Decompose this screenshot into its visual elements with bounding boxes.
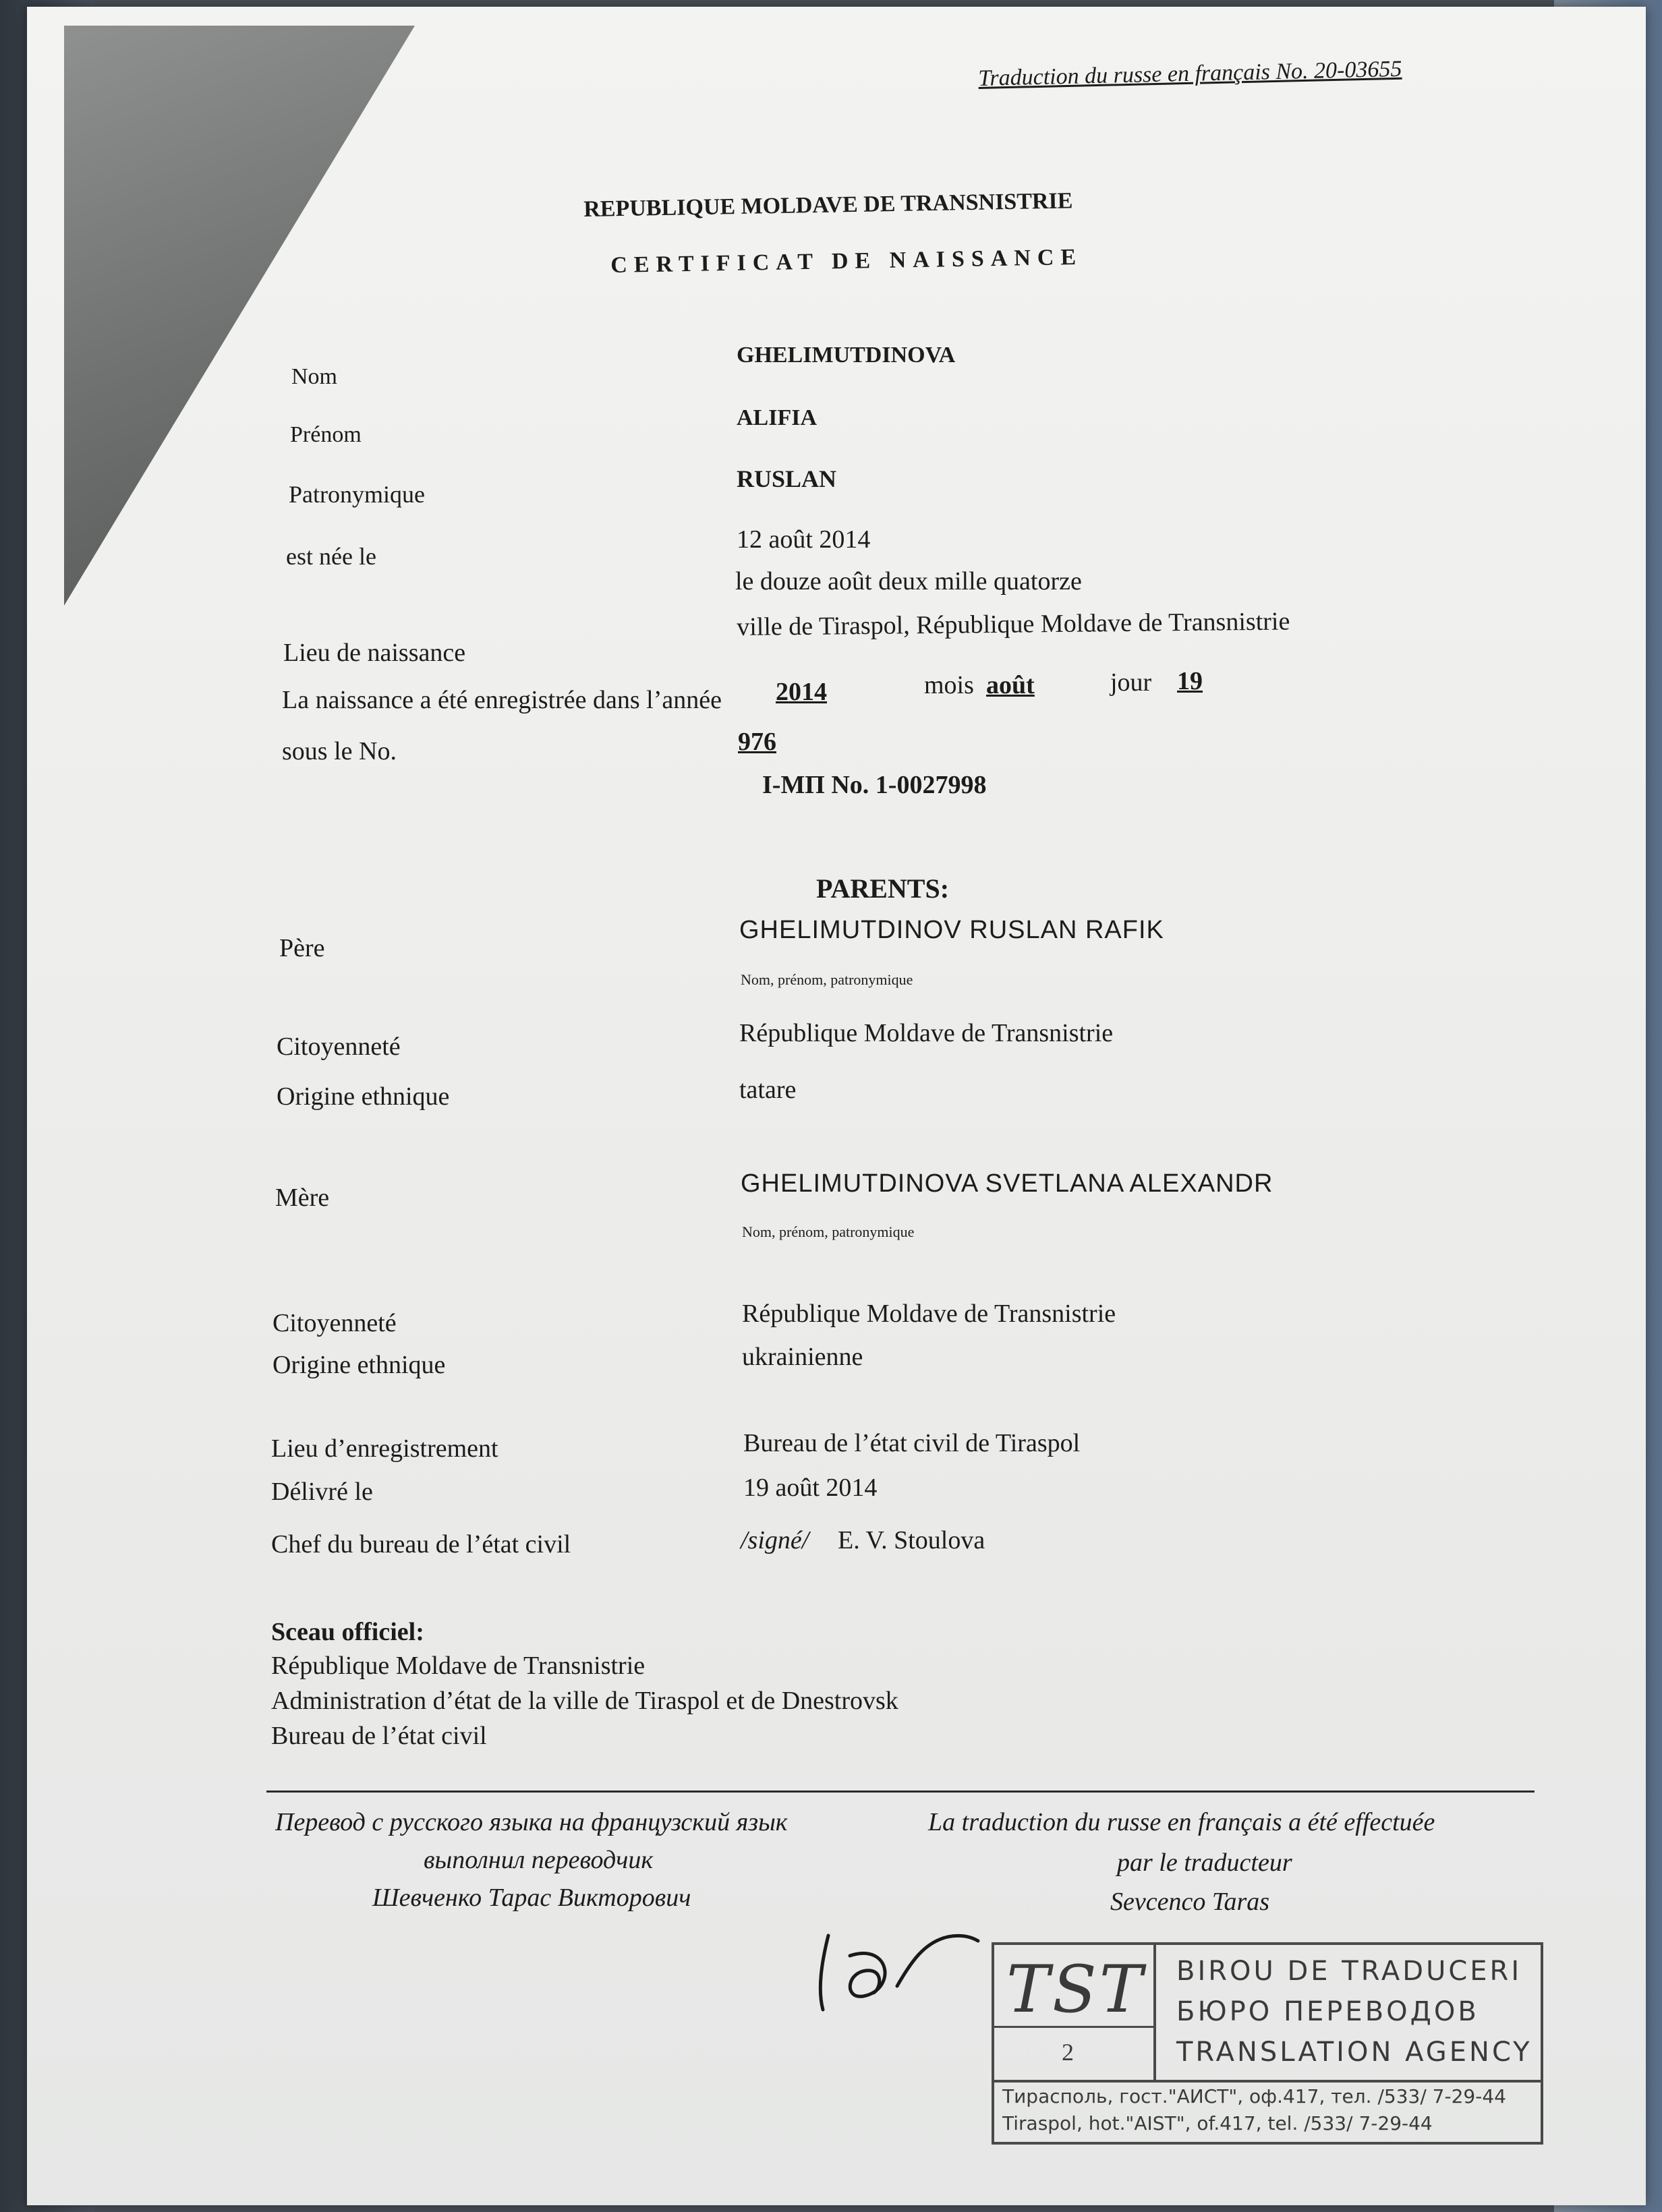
translator-fr-line-2: par le traducteur [1117, 1849, 1292, 1877]
patronymique-label: Patronymique [289, 481, 425, 508]
nom-label: Nom [291, 364, 337, 389]
stamp-address-ru: Тирасполь, гост."АИСТ", оф.417, тел. /533/ 7-29-44 [1002, 2085, 1506, 2107]
parents-heading: PARENTS: [816, 873, 950, 904]
birth-label: est née le [286, 543, 376, 570]
translation-agency-stamp [992, 1942, 1543, 2145]
certificate-series: I-МП No. 1-0027998 [762, 771, 987, 799]
translator-ru-line-1: Перевод с русского языка на французский язык [275, 1808, 788, 1836]
mother-ethnicity: ukrainienne [742, 1343, 863, 1371]
translator-signature [809, 1915, 998, 2023]
registration-day: 19 [1177, 667, 1203, 695]
seal-line-3: Bureau de l’état civil [271, 1722, 487, 1750]
father-name: GHELIMUTDINOV RUSLAN RAFIK [739, 916, 1164, 944]
patronymique-value: RUSLAN [737, 465, 837, 492]
registration-day-label: jour [1110, 668, 1152, 697]
birth-date-words: le douze août deux mille quatorze [735, 567, 1082, 595]
registration-month-label: mois [924, 671, 974, 699]
place-value: ville de Tiraspol, République Moldave de Transnistrie [737, 607, 1290, 641]
republic-heading: REPUBLIQUE MOLDAVE DE TRANSNISTRIE [583, 188, 1073, 222]
issued-label: Délivré le [271, 1478, 373, 1506]
seal-line-2: Administration d’état de la ville de Tiraspol et de Dnestrovsk [271, 1687, 898, 1715]
prenom-label: Prénom [290, 422, 362, 447]
registration-place: Bureau de l’état civil de Tiraspol [743, 1429, 1081, 1457]
registration-year-label: La naissance a été enregistrée dans l’année [282, 686, 722, 714]
stamp-number: 2 [1062, 2039, 1074, 2066]
mother-citizenship-label: Citoyenneté [273, 1309, 397, 1337]
translation-reference: Traduction du russe en français No. 20-03655 [978, 56, 1402, 91]
translator-fr-line-1: La traduction du russe en français a été effectuée [928, 1808, 1435, 1836]
mother-ethnicity-label: Origine ethnique [273, 1351, 446, 1379]
nom-value: GHELIMUTDINOVA [737, 343, 956, 368]
prenom-value: ALIFIA [737, 405, 818, 430]
seal-line-1: République Moldave de Transnistrie [271, 1652, 646, 1680]
registration-number-label: sous le No. [282, 737, 397, 765]
mother-name: GHELIMUTDINOVA SVETLANA ALEXANDR [741, 1169, 1273, 1198]
document-sheet [27, 7, 1646, 2205]
mother-label: Mère [275, 1184, 330, 1212]
translator-ru-line-2: выполнил переводчик [424, 1846, 654, 1874]
translator-fr-line-3: Sevcenco Taras [1110, 1888, 1270, 1916]
place-label: Lieu de naissance [283, 639, 466, 667]
seal-heading: Sceau officiel: [271, 1618, 424, 1646]
registration-place-label: Lieu d’enregistrement [271, 1434, 498, 1463]
stamp-line-2: БЮРО ПЕРЕВОДОВ [1176, 1996, 1479, 2027]
chief-label: Chef du bureau de l’état civil [271, 1530, 571, 1559]
issued-date: 19 août 2014 [743, 1474, 878, 1502]
registration-year: 2014 [776, 678, 827, 706]
stamp-address-lat: Tiraspol, hot."AIST", of.417, tel. /533/ 7-29-44 [1002, 2112, 1433, 2134]
father-ethnicity: tatare [739, 1076, 797, 1104]
father-name-hint: Nom, prénom, patronymique [741, 971, 913, 988]
father-label: Père [279, 934, 325, 962]
father-citizenship: République Moldave de Transnistrie [739, 1019, 1114, 1047]
chief-name: E. V. Stoulova [838, 1526, 985, 1554]
translator-ru-line-3: Шевченко Тарас Викторович [372, 1884, 691, 1912]
father-ethnicity-label: Origine ethnique [277, 1082, 450, 1111]
document-title: CERTIFICAT DE NAISSANCE [610, 244, 1083, 278]
mother-citizenship: République Moldave de Transnistrie [742, 1300, 1116, 1328]
stamp-line-1: BIROU DE TRADUCERI [1176, 1956, 1522, 1987]
birth-date: 12 août 2014 [737, 525, 871, 554]
mother-name-hint: Nom, prénom, patronymique [742, 1223, 915, 1240]
signed-mark: /signé/ [741, 1526, 809, 1554]
separator-line [266, 1791, 1535, 1793]
stamp-logo: TST [1006, 1952, 1145, 2027]
registration-number: 976 [738, 728, 776, 756]
stamp-line-3: TRANSLATION AGENCY [1176, 2037, 1532, 2068]
father-citizenship-label: Citoyenneté [277, 1032, 401, 1061]
registration-month: août [986, 671, 1035, 699]
